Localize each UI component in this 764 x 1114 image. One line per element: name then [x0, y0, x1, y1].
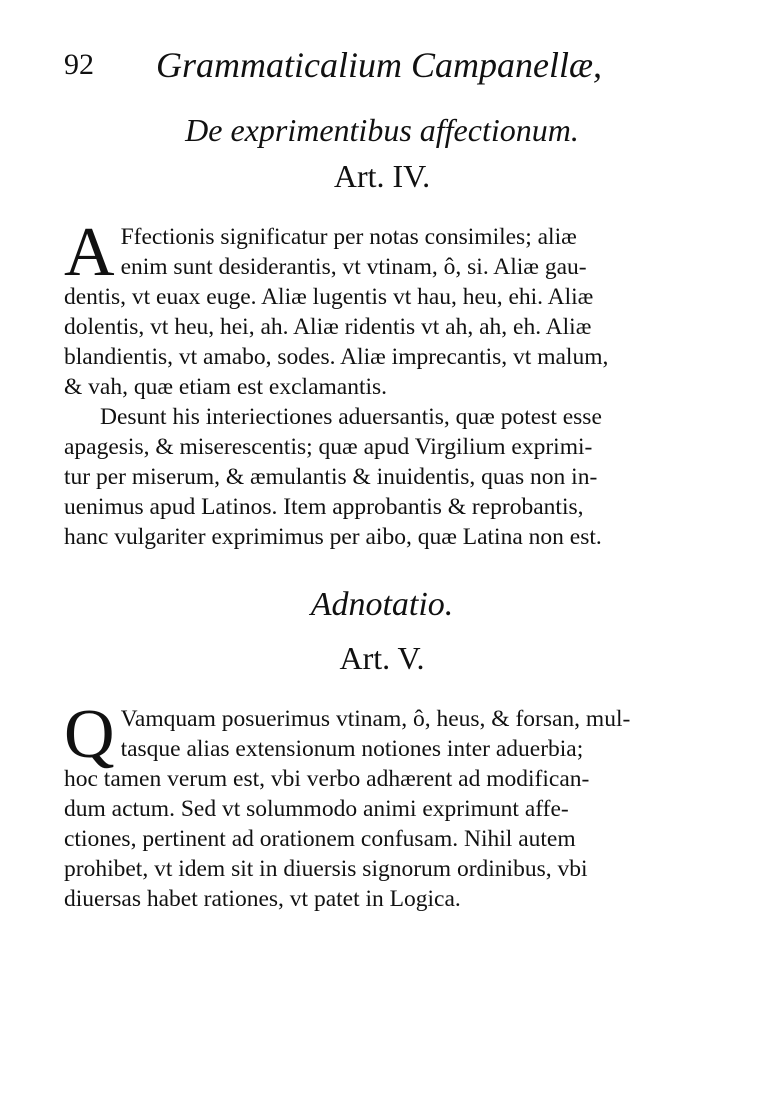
section-title: De exprimentibus affectionum.: [185, 112, 579, 148]
running-head: [64, 44, 684, 94]
text-line: hanc vulgariter exprimimus per aibo, quæ Latina non est.: [64, 524, 602, 550]
text-line: Desunt his interiectiones aduersantis, quæ potest esse: [100, 404, 602, 430]
text-line: uenimus apud Latinos. Item approbantis & reprobantis,: [64, 494, 584, 520]
section-body: [64, 214, 704, 552]
text-line: dentis, vt euax euge. Aliæ lugentis vt hau, heu, ehi. Aliæ: [64, 284, 594, 310]
article-number: Art. IV.: [333, 158, 431, 194]
section-title: Adnotatio.: [310, 586, 454, 623]
text-line: hoc tamen verum est, vbi verbo adhærent ad modifican-: [64, 766, 590, 792]
text-line: ctiones, pertinent ad orationem confusam. Nihil autem: [64, 826, 576, 852]
text-line: Ffectionis significatur per notas consimiles; aliæ: [120, 224, 577, 250]
text-line: dolentis, vt heu, hei, ah. Aliæ ridentis vt ah, ah, eh. Aliæ: [64, 314, 592, 340]
text-line: & vah, quæ etiam est exclamantis.: [64, 374, 388, 400]
text-line: tur per miserum, & æmulantis & inuidentis, quas non in-: [64, 464, 598, 490]
text-line: enim sunt desiderantis, vt vtinam, ô, si. Aliæ gau-: [120, 254, 587, 280]
section-body: [64, 696, 704, 914]
text-line: tasque alias extensionum notiones inter aduerbia;: [120, 736, 584, 762]
text-line: diuersas habet rationes, vt patet in Logica.: [64, 886, 461, 912]
text-line: blandientis, vt amabo, sodes. Aliæ imprecantis, vt malum,: [64, 344, 609, 370]
running-title: Grammaticalium Campanellæ,: [156, 45, 602, 85]
page-number: 92: [64, 48, 94, 81]
text-line: Vamquam posuerimus vtinam, ô, heus, & forsan, mul-: [120, 706, 631, 732]
text-line: prohibet, vt idem sit in diuersis signorum ordinibus, vbi: [64, 856, 588, 882]
drop-cap: Q: [64, 696, 115, 773]
text-line: apagesis, & miserescentis; quæ apud Virgilium exprimi-: [64, 434, 593, 460]
article-number: Art. V.: [339, 640, 425, 676]
drop-cap: A: [64, 214, 115, 291]
text-line: dum actum. Sed vt solummodo animi exprimunt affe-: [64, 796, 569, 822]
